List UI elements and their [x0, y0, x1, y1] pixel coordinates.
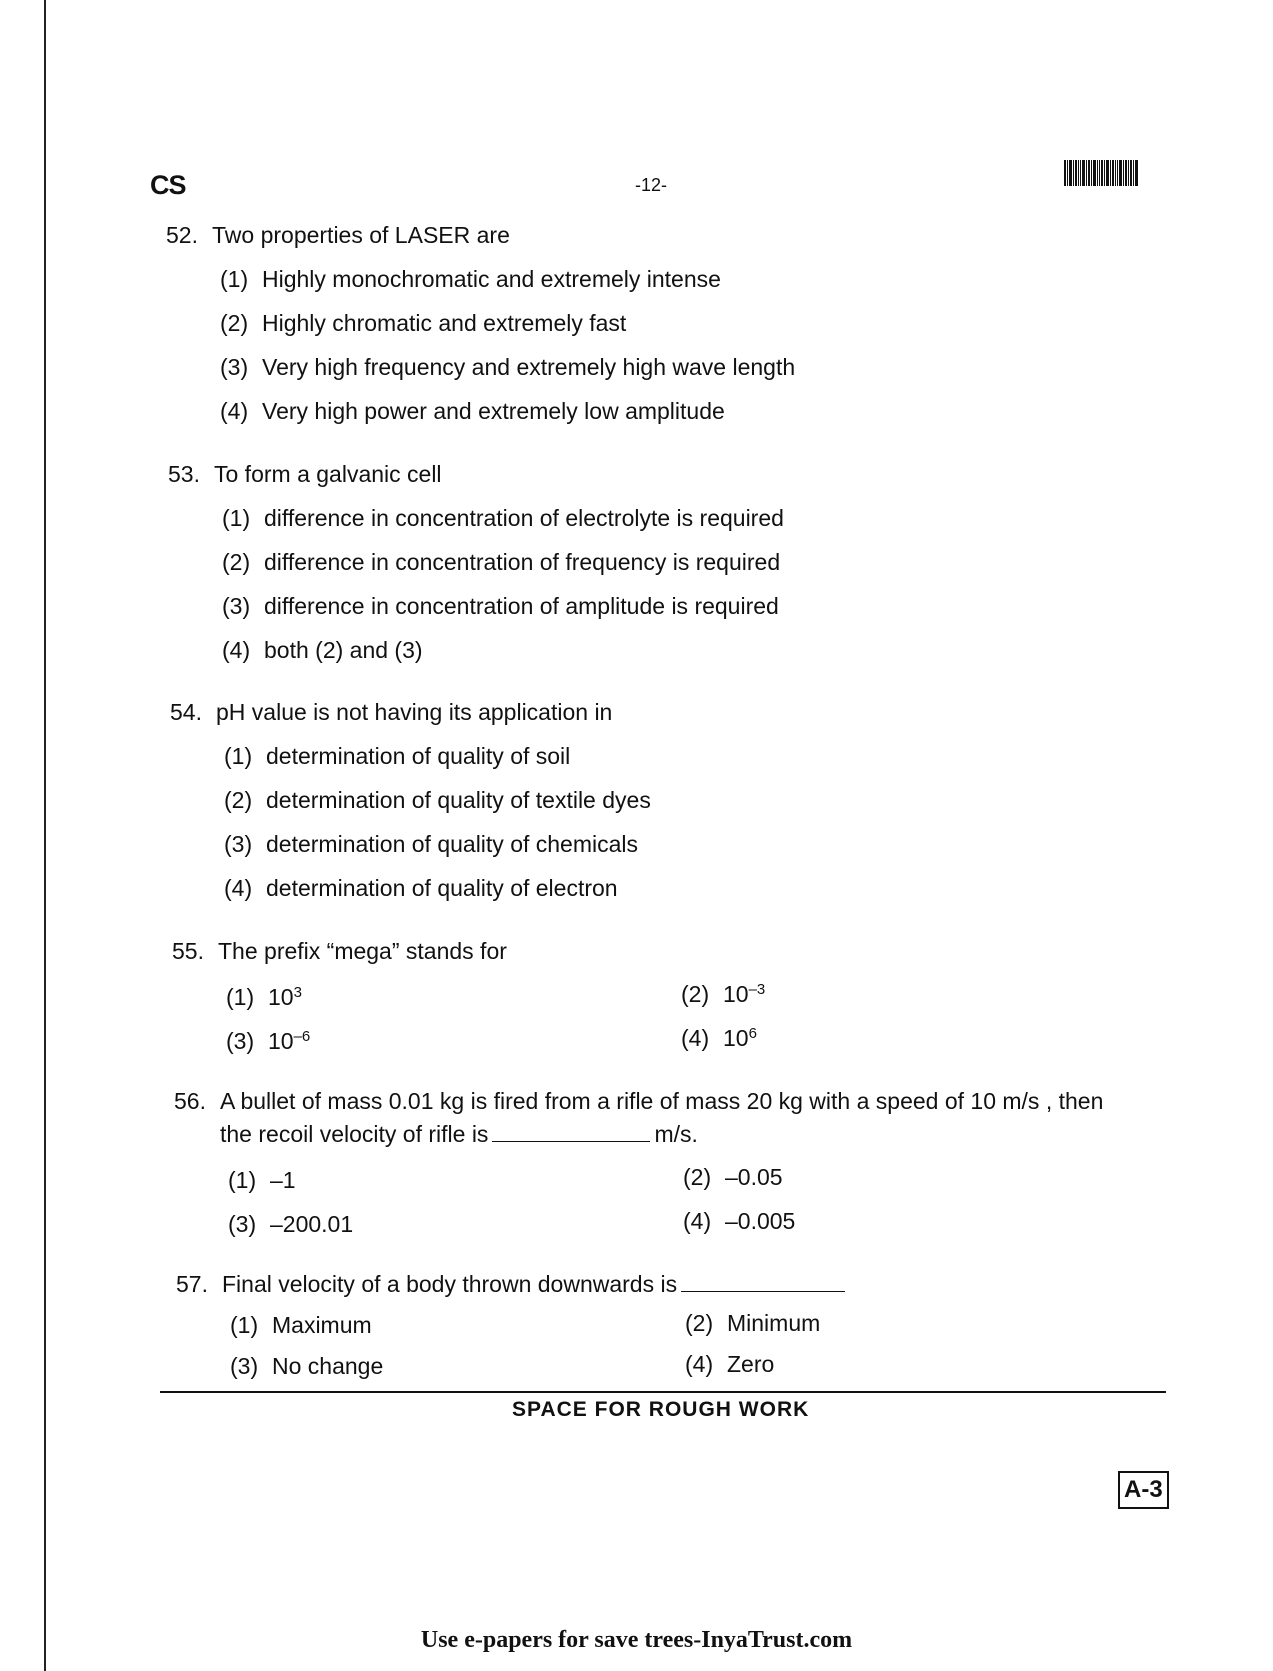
q52-option-4: (4) Very high power and extremely low amplitude [220, 398, 725, 424]
series-badge: A-3 [1118, 1471, 1169, 1509]
barcode-icon [1064, 160, 1156, 186]
question-55 [172, 937, 507, 965]
answer-blank [681, 1271, 845, 1292]
q55-option-4: (4) $10^6$ [681, 1025, 757, 1051]
question-54 [170, 698, 612, 726]
answer-blank [492, 1121, 650, 1142]
q55-option-3: (3) $10^{-6}$ [226, 1028, 311, 1054]
q57-option-3: (3) No change [230, 1353, 384, 1379]
rough-work-label: SPACE FOR ROUGH WORK [512, 1398, 810, 1421]
question-56 [174, 1087, 1103, 1115]
q54-option-2: (2) determination of quality of textile dyes [224, 787, 651, 813]
question-text: The prefix “mega” stands for [218, 938, 507, 964]
q56-option-2: (2) –0.05 [683, 1164, 783, 1190]
question-text: To form a galvanic cell [214, 461, 442, 487]
q56-option-4: (4) –0.005 [683, 1208, 796, 1234]
question-52 [166, 221, 510, 249]
page-number: -12- [635, 175, 668, 195]
subject-code: CS [150, 170, 186, 200]
q57-option-4: (4) Zero [685, 1351, 775, 1377]
question-number: 54. [170, 699, 202, 725]
q53-option-2: (2) difference in concentration of frequency is required [222, 549, 781, 575]
q52-option-2: (2) Highly chromatic and extremely fast [220, 310, 627, 336]
divider-rule [160, 1391, 1166, 1393]
q57-option-1: (1) Maximum [230, 1312, 372, 1338]
q52-option-1: (1) Highly monochromatic and extremely intense [220, 266, 721, 292]
q53-option-1: (1) difference in concentration of electrolyte is required [222, 505, 784, 531]
question-53 [168, 460, 442, 488]
q57-option-2: (2) Minimum [685, 1310, 821, 1336]
question-number: 53. [168, 461, 200, 487]
question-number: 52. [166, 222, 198, 248]
question-text: A bullet of mass 0.01 kg is fired from a rifle of mass 20 kg with a speed of 10 m/s , then [220, 1088, 1104, 1114]
question-text: Final velocity of a body thrown downwards is [222, 1271, 678, 1297]
question-number: 56. [174, 1088, 206, 1114]
q56-option-3: (3) –200.01 [228, 1211, 354, 1237]
question-number: 55. [172, 938, 204, 964]
question-number: 57. [176, 1271, 208, 1297]
question-text: Two properties of LASER are [212, 222, 510, 248]
q55-option-1: (1) $10^3$ [226, 984, 302, 1010]
q54-option-4: (4) determination of quality of electron [224, 875, 618, 901]
q54-option-3: (3) determination of quality of chemicals [224, 831, 639, 857]
q52-option-3: (3) Very high frequency and extremely high wave length [220, 354, 796, 380]
q55-option-2: (2) $10^{-3}$ [681, 981, 766, 1007]
q53-option-3: (3) difference in concentration of amplitude is required [222, 593, 779, 619]
q56-option-1: (1) –1 [228, 1167, 296, 1193]
question-56-line2: the recoil velocity of rifle is m/s. [220, 1121, 698, 1147]
question-text: pH value is not having its application in [216, 699, 613, 725]
question-57 [176, 1270, 849, 1298]
q54-option-1: (1) determination of quality of soil [224, 743, 571, 769]
q53-option-4: (4) both (2) and (3) [222, 637, 423, 663]
footer-text: Use e-papers for save trees-InyaTrust.com [420, 1627, 853, 1653]
left-margin-line [44, 0, 46, 1671]
